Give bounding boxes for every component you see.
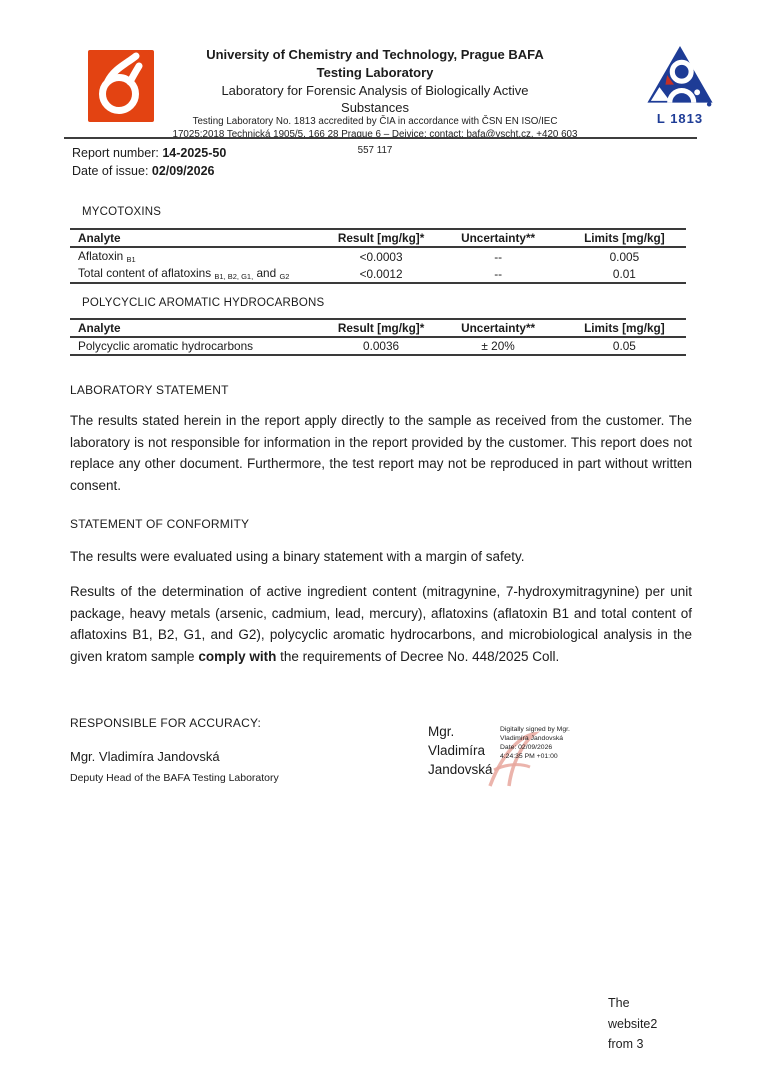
org-subtitle: Testing Laboratory (316, 65, 434, 80)
lab-name-line2: Substances (341, 100, 409, 115)
column-header-uncertainty: Uncertainty** (433, 319, 562, 337)
digital-signature-details: Digitally signed by Mgr. Vladimíra Jandovská Date: 02/09/2026 4:24:35 PM +01:00 (500, 726, 570, 760)
result-cell: <0.0012 (329, 265, 434, 283)
conformity-body2-text: Results of the determination of active ingredient content (mitragynine, 7-hydroxymitragynine) per unit package, heavy metals (arsenic, cadmium, lead, mercury), aflatoxins (aflatoxin B1 and total content of aflatoxins B1, B2, G1, and G2), polycyclic aromatic hydrocarbons, and microbiological analysis in the given kratom sample (70, 584, 692, 664)
cia-accreditation-number: L 1813 (656, 111, 704, 126)
digital-signature-block (428, 718, 638, 798)
table-row (70, 265, 686, 283)
column-header-result: Result [mg/kg]* (329, 229, 434, 247)
table-row (70, 337, 686, 355)
cia-triangle-icon (644, 44, 716, 108)
footer-line2: website2 (608, 1016, 658, 1031)
lab-name-line1: Laboratory for Forensic Analysis of Biologically Active (221, 83, 529, 98)
conformity-body2 (70, 581, 692, 667)
conformity-body1: The results were evaluated using a binary statement with a margin of safety. (70, 549, 525, 564)
accreditation-line1: Testing Laboratory No. 1813 accredited by ČIA in accordance with ČSN EN ISO/IEC (192, 116, 558, 127)
date-of-issue-label: Date of issue: (72, 163, 152, 178)
table-header-row (70, 229, 686, 247)
responsible-heading: RESPONSIBLE FOR ACCURACY: (70, 716, 262, 730)
column-header-uncertainty: Uncertainty** (433, 229, 562, 247)
laboratory-statement-heading: LABORATORY STATEMENT (70, 383, 229, 397)
report-number-label: Report number: (72, 146, 163, 160)
uncertainty-cell: -- (494, 249, 503, 264)
table-header-row (70, 319, 686, 337)
limits-cell: 0.01 (563, 265, 686, 283)
result-cell: 0.0036 (329, 337, 434, 355)
report-number-value: 14-2025-50 (162, 146, 227, 160)
column-header-analyte: Analyte (70, 229, 329, 247)
report-number-line (72, 145, 226, 163)
footer-line1: The (608, 996, 630, 1010)
column-header-analyte: Analyte (70, 319, 329, 337)
org-name: University of Chemistry and Technology, Prague BAFA (206, 47, 544, 62)
conformity-body2-text2: the requirements of Decree No. 448/2025 Coll. (276, 648, 560, 664)
limits-cell: 0.05 (563, 337, 686, 355)
header-divider (64, 137, 697, 139)
laboratory-statement-body: The results stated herein in the report apply directly to the sample as received from the customer. The laboratory is not responsible for information in the report provided by the customer. This report does not replace any other document. Furthermore, the test report may not be reproduced in part without written consent. (70, 413, 692, 493)
footer-line3: from 3 (608, 1037, 644, 1051)
analyte-cell: Polycyclic aromatic hydrocarbons (70, 337, 329, 355)
cia-accreditation-logo (642, 44, 718, 126)
date-of-issue-value: 02/09/2026 (151, 163, 215, 178)
mycotoxins-section-title: MYCOTOXINS (82, 206, 162, 218)
analyte-cell: Aflatoxin $_{B1}$ (78, 249, 136, 264)
date-of-issue-line (72, 163, 226, 181)
report-meta (72, 145, 226, 180)
conformity-verdict: comply with (198, 648, 277, 664)
accreditation-line2: 17025:2018 Technická 1905/5, 166 28 Prague 6 – Dejvice; contact: bafa@vscht.cz, +420 603 (172, 128, 578, 140)
limits-cell: 0.005 (609, 249, 640, 264)
uct-prague-logo-icon (88, 50, 154, 122)
responsible-name: Mgr. Vladimíra Jandovská (70, 749, 220, 764)
responsible-title: Deputy Head of the BAFA Testing Laboratory (70, 772, 279, 784)
digital-signature-name: Mgr. Vladimíra Jandovská (428, 724, 493, 777)
flask-icon (88, 50, 154, 122)
column-header-limits: Limits [mg/kg] (563, 229, 686, 247)
pah-section-title: POLYCYCLIC AROMATIC HYDROCARBONS (82, 297, 325, 309)
conformity-heading: STATEMENT OF CONFORMITY (70, 517, 250, 531)
column-header-limits: Limits [mg/kg] (563, 319, 686, 337)
mycotoxins-table (70, 228, 686, 284)
pah-table (70, 318, 686, 356)
uncertainty-cell: -- (433, 265, 562, 283)
accreditation-line3: 557 117 (357, 145, 393, 156)
result-cell: <0.0003 (359, 249, 403, 264)
analyte-cell: Total content of aflatoxins $_{B1, B2, G1,}$ and $_{G2}$ (70, 265, 329, 283)
column-header-result: Result [mg/kg]* (329, 319, 434, 337)
uncertainty-cell: ± 20% (433, 337, 562, 355)
header-title-block (150, 46, 600, 141)
table-row (70, 247, 686, 265)
page-footer (608, 993, 657, 1055)
